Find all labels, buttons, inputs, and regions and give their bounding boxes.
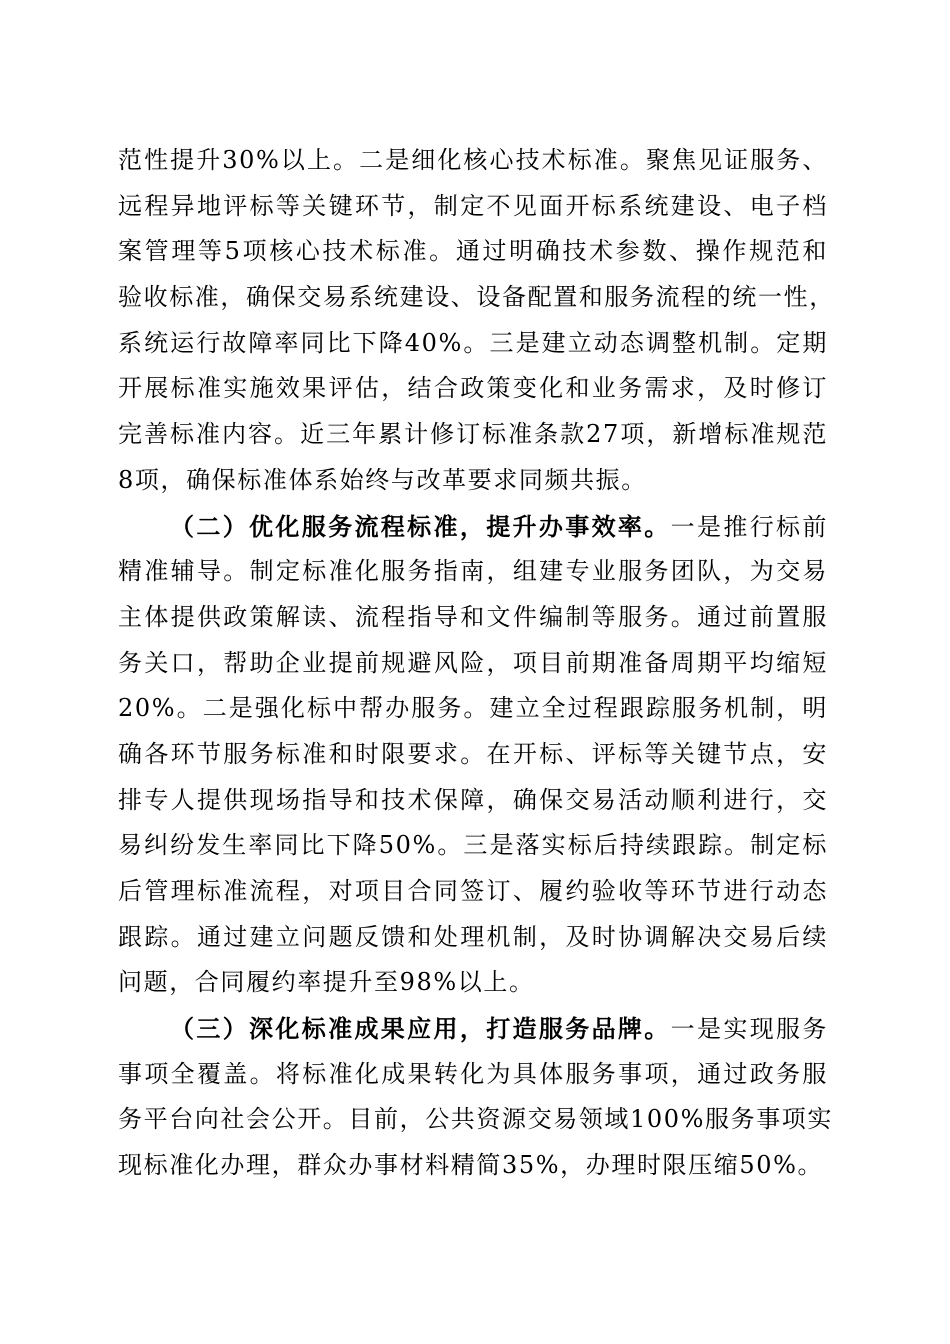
text-line: 完善标准内容。近三年累计修订标准条款27项，新增标准规范 bbox=[118, 420, 828, 449]
text-line: 精准辅导。制定标准化服务指南，组建专业服务团队，为交易 bbox=[118, 557, 828, 586]
text-line: 验收标准，确保交易系统建设、设备配置和服务流程的统一性， bbox=[118, 283, 835, 312]
text-line: 20%。二是强化标中帮办服务。建立全过程跟踪服务机制，明 bbox=[118, 694, 828, 723]
text-line: 远程异地评标等关键环节，制定不见面开标系统建设、电子档 bbox=[118, 191, 828, 220]
paragraph-2 bbox=[118, 504, 828, 1007]
text-line: 8项，确保标准体系始终与改革要求同频共振。 bbox=[118, 465, 647, 494]
paragraph-1 bbox=[118, 138, 835, 504]
paragraph-3 bbox=[118, 1006, 834, 1189]
text-line: 确各环节服务标准和时限要求。在开标、评标等关键节点，安 bbox=[118, 739, 828, 768]
text-line: 现标准化办理，群众办事材料精简35%，办理时限压缩50%。 bbox=[118, 1151, 824, 1180]
text-line: 主体提供政策解读、流程指导和文件编制等服务。通过前置服 bbox=[118, 602, 828, 631]
document-body bbox=[118, 138, 835, 1189]
text-line bbox=[118, 1006, 828, 1052]
text-line: 跟踪。通过建立问题反馈和处理机制，及时协调解决交易后续 bbox=[118, 922, 828, 951]
text-run: 一是实现服务 bbox=[670, 1015, 828, 1044]
text-run: 一是推行标前 bbox=[670, 512, 828, 541]
text-line: 系统运行故障率同比下降40%。三是建立动态调整机制。定期 bbox=[118, 328, 828, 357]
text-line: 事项全覆盖。将标准化成果转化为具体服务事项，通过政务服 bbox=[118, 1059, 828, 1088]
text-line: 易纠纷发生率同比下降50%。三是落实标后持续跟踪。制定标 bbox=[118, 831, 828, 860]
text-line: 务关口，帮助企业提前规避风险，项目前期准备周期平均缩短 bbox=[118, 648, 828, 677]
text-line: 问题，合同履约率提升至98%以上。 bbox=[118, 968, 535, 997]
text-line: 案管理等5项核心技术标准。通过明确技术参数、操作规范和 bbox=[118, 237, 828, 266]
text-line: 排专人提供现场指导和技术保障，确保交易活动顺利进行，交 bbox=[118, 785, 828, 814]
text-line: 范性提升30%以上。二是细化核心技术标准。聚焦见证服务、 bbox=[118, 146, 828, 174]
section-heading: （二）优化服务流程标准，提升办事效率。 bbox=[170, 511, 671, 541]
text-line: 务平台向社会公开。目前，公共资源交易领域100%服务事项实 bbox=[118, 1105, 834, 1134]
text-line: 开展标准实施效果评估，结合政策变化和业务需求，及时修订 bbox=[118, 374, 828, 403]
text-line: 后管理标准流程，对项目合同签订、履约验收等环节进行动态 bbox=[118, 877, 828, 905]
section-heading: （三）深化标准成果应用，打造服务品牌。 bbox=[170, 1014, 671, 1044]
text-line bbox=[118, 504, 828, 550]
